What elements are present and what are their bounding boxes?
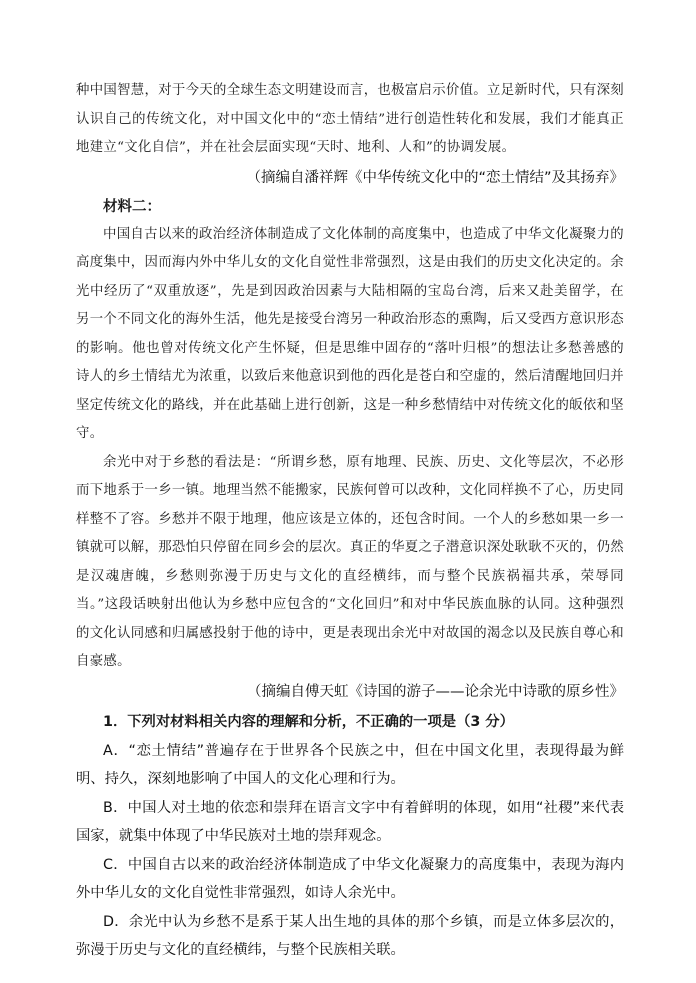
passage1-tail: 种中国智慧，对于今天的全球生态文明建设而言，也极富启示价值。立足新时代，只有深刻认识自己的传统文化，对中国文化中的“恋土情结”进行创造性转化和发展，我们才能真正地建立“文化自信”，并在社会层面实现“天时、地利、人和”的协调发展。 — [76, 83, 624, 155]
question-1-option-c: C．中国自古以来的政治经济体制造成了中华文化凝聚力的高度集中，表现为海内外中华儿女的文化自觉性非常强烈，如诗人余光中。 — [76, 856, 624, 901]
source-citation-1: （摘编自潘祥辉《中华传统文化中的“恋土情结”及其扬弃》 — [246, 169, 624, 186]
question-1-option-a: A．“恋土情结”普遍存在于世界各个民族之中，但在中国文化里，表现得最为鲜明、持久，深刻地影响了中国人的文化心理和行为。 — [76, 742, 624, 787]
exam-page — [76, 77, 624, 965]
question-1-stem: 1．下列对材料相关内容的理解和分析，不正确的一项是（3 分） — [103, 713, 514, 730]
question-1-option-d: D．余光中认为乡愁不是系于某人出生地的具体的那个乡镇，而是立体多层次的，弥漫于历史与文化的直经横纬，与整个民族相关联。 — [76, 913, 624, 958]
source-citation-2: （摘编自傅天虹《诗国的游子——论余光中诗歌的原乡性》 — [247, 683, 624, 700]
material2-paragraph-1: 中国自古以来的政治经济体制造成了文化体制的高度集中，也造成了中华文化凝聚力的高度集中，因而海内外中华儿女的文化自觉性非常强烈，这是由我们的历史文化决定的。余光中经历了“双重放逐”，先是到因政治因素与大陆相隔的宝岛台湾，后来又赴美留学，在另一个不同文化的海外生活，他先是接受台湾另一种政治形态的熏陶，后又受西方意识形态的影响。他也曾对传统文化产生怀疑，但是思维中固存的“落叶归根”的想法让多愁善感的诗人的乡土情结尤为浓重，以致后来他意识到他的西化是苍白和空虚的，然后清醒地回归并坚定传统文化的路线，并在此基础上进行创新，这是一种乡愁情结中对传统文化的皈依和坚守。 — [76, 226, 624, 441]
material2-heading: 材料二： — [103, 198, 161, 215]
question-1-option-b: B．中国人对土地的依恋和崇拜在语言文字中有着鲜明的体现，如用“社稷”来代表国家，就集中体现了中华民族对土地的崇拜观念。 — [76, 799, 624, 844]
material2-paragraph-2: 余光中对于乡愁的看法是：“所谓乡愁，原有地理、民族、历史、文化等层次，不必形而下地系于一乡一镇。地理当然不能搬家，民族何曾可以改种，文化同样换不了心，历史同样整不了容。乡愁并不限于地理，他应该是立体的，还包含时间。一个人的乡愁如果一乡一镇就可以解，那恐怕只停留在同乡会的层次。真正的华夏之子潜意识深处耿耿不灭的，仍然是汉魂唐魄，乡愁则弥漫于历史与文化的直经横纬，而与整个民族祸福共承，荣辱同当。”这段话映射出他认为乡愁中应包含的“文化回归”和对中华民族血脉的认同。这种强烈的文化认同感和归属感投射于他的诗中，更是表现出余光中对故国的渴念以及民族自尊心和自豪感。 — [76, 454, 624, 669]
